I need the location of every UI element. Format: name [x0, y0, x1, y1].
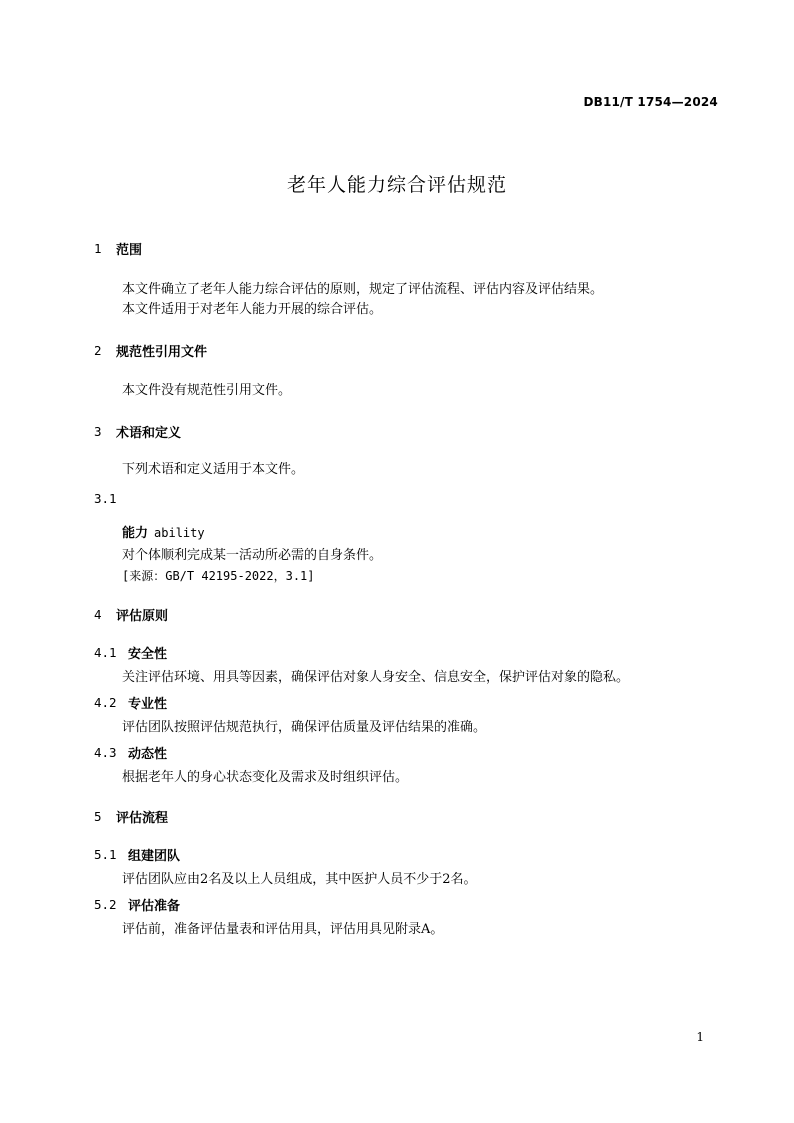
paragraph: 下列术语和定义适用于本文件。: [122, 462, 305, 477]
subsection-5-1-heading: [94, 846, 719, 863]
subsection-title: 专业性: [128, 697, 168, 712]
section-5-heading: [94, 808, 719, 825]
section-number: 1: [94, 241, 102, 256]
section-number: 2: [94, 343, 102, 358]
term-source: [来源：GB/T 42195-2022，3.1]: [122, 569, 315, 583]
paragraph: 评估团队应由2名及以上人员组成，其中医护人员不少于2名。: [122, 872, 477, 887]
document-title: 老年人能力综合评估规范: [286, 174, 507, 196]
subsection-number: 4.3: [94, 745, 117, 760]
term-number: 3.1: [94, 491, 117, 506]
subsection-number: 5.2: [94, 897, 117, 912]
section-1-heading: [94, 240, 719, 257]
paragraph: 本文件适用于对老年人能力开展的综合评估。: [122, 302, 383, 317]
term-name: 能力: [122, 526, 149, 541]
document-code: DB11/T 1754—2024: [583, 95, 718, 109]
subsection-title: 评估准备: [128, 899, 181, 914]
section-2-heading: [94, 342, 719, 359]
section-title: 范围: [116, 243, 143, 258]
paragraph: 本文件确立了老年人能力综合评估的原则，规定了评估流程、评估内容及评估结果。: [122, 282, 604, 297]
section-title: 规范性引用文件: [116, 345, 208, 360]
section-title: 术语和定义: [116, 426, 182, 441]
subsection-title: 动态性: [128, 747, 168, 762]
term-definition: 对个体顺利完成某一活动所必需的自身条件。: [122, 548, 383, 563]
section-title: 评估流程: [116, 811, 169, 826]
subsection-title: 组建团队: [128, 849, 181, 864]
subsection-4-2-heading: [94, 694, 719, 711]
subsection-number: 4.1: [94, 645, 117, 660]
section-number: 4: [94, 607, 102, 622]
term-name-english: ability: [154, 526, 205, 540]
paragraph: 本文件没有规范性引用文件。: [122, 383, 292, 398]
subsection-4-3-heading: [94, 744, 719, 761]
section-number: 3: [94, 424, 102, 439]
page-number: 1: [696, 1030, 704, 1044]
subsection-number: 4.2: [94, 695, 117, 710]
paragraph: 评估团队按照评估规范执行，确保评估质量及评估结果的准确。: [122, 720, 487, 735]
term-entry: [94, 522, 719, 539]
subsection-4-1-heading: [94, 644, 719, 661]
paragraph: 关注评估环境、用具等因素，确保评估对象人身安全、信息安全，保护评估对象的隐私。: [122, 670, 630, 685]
section-title: 评估原则: [116, 609, 169, 624]
section-4-heading: [94, 606, 719, 623]
subsection-5-2-heading: [94, 896, 719, 913]
section-number: 5: [94, 809, 102, 824]
subsection-number: 5.1: [94, 847, 117, 862]
paragraph: 根据老年人的身心状态变化及需求及时组织评估。: [122, 770, 409, 785]
paragraph: 评估前，准备评估量表和评估用具，评估用具见附录A。: [122, 922, 444, 937]
section-3-heading: [94, 423, 719, 440]
subsection-title: 安全性: [128, 647, 168, 662]
document-body: [94, 240, 719, 940]
